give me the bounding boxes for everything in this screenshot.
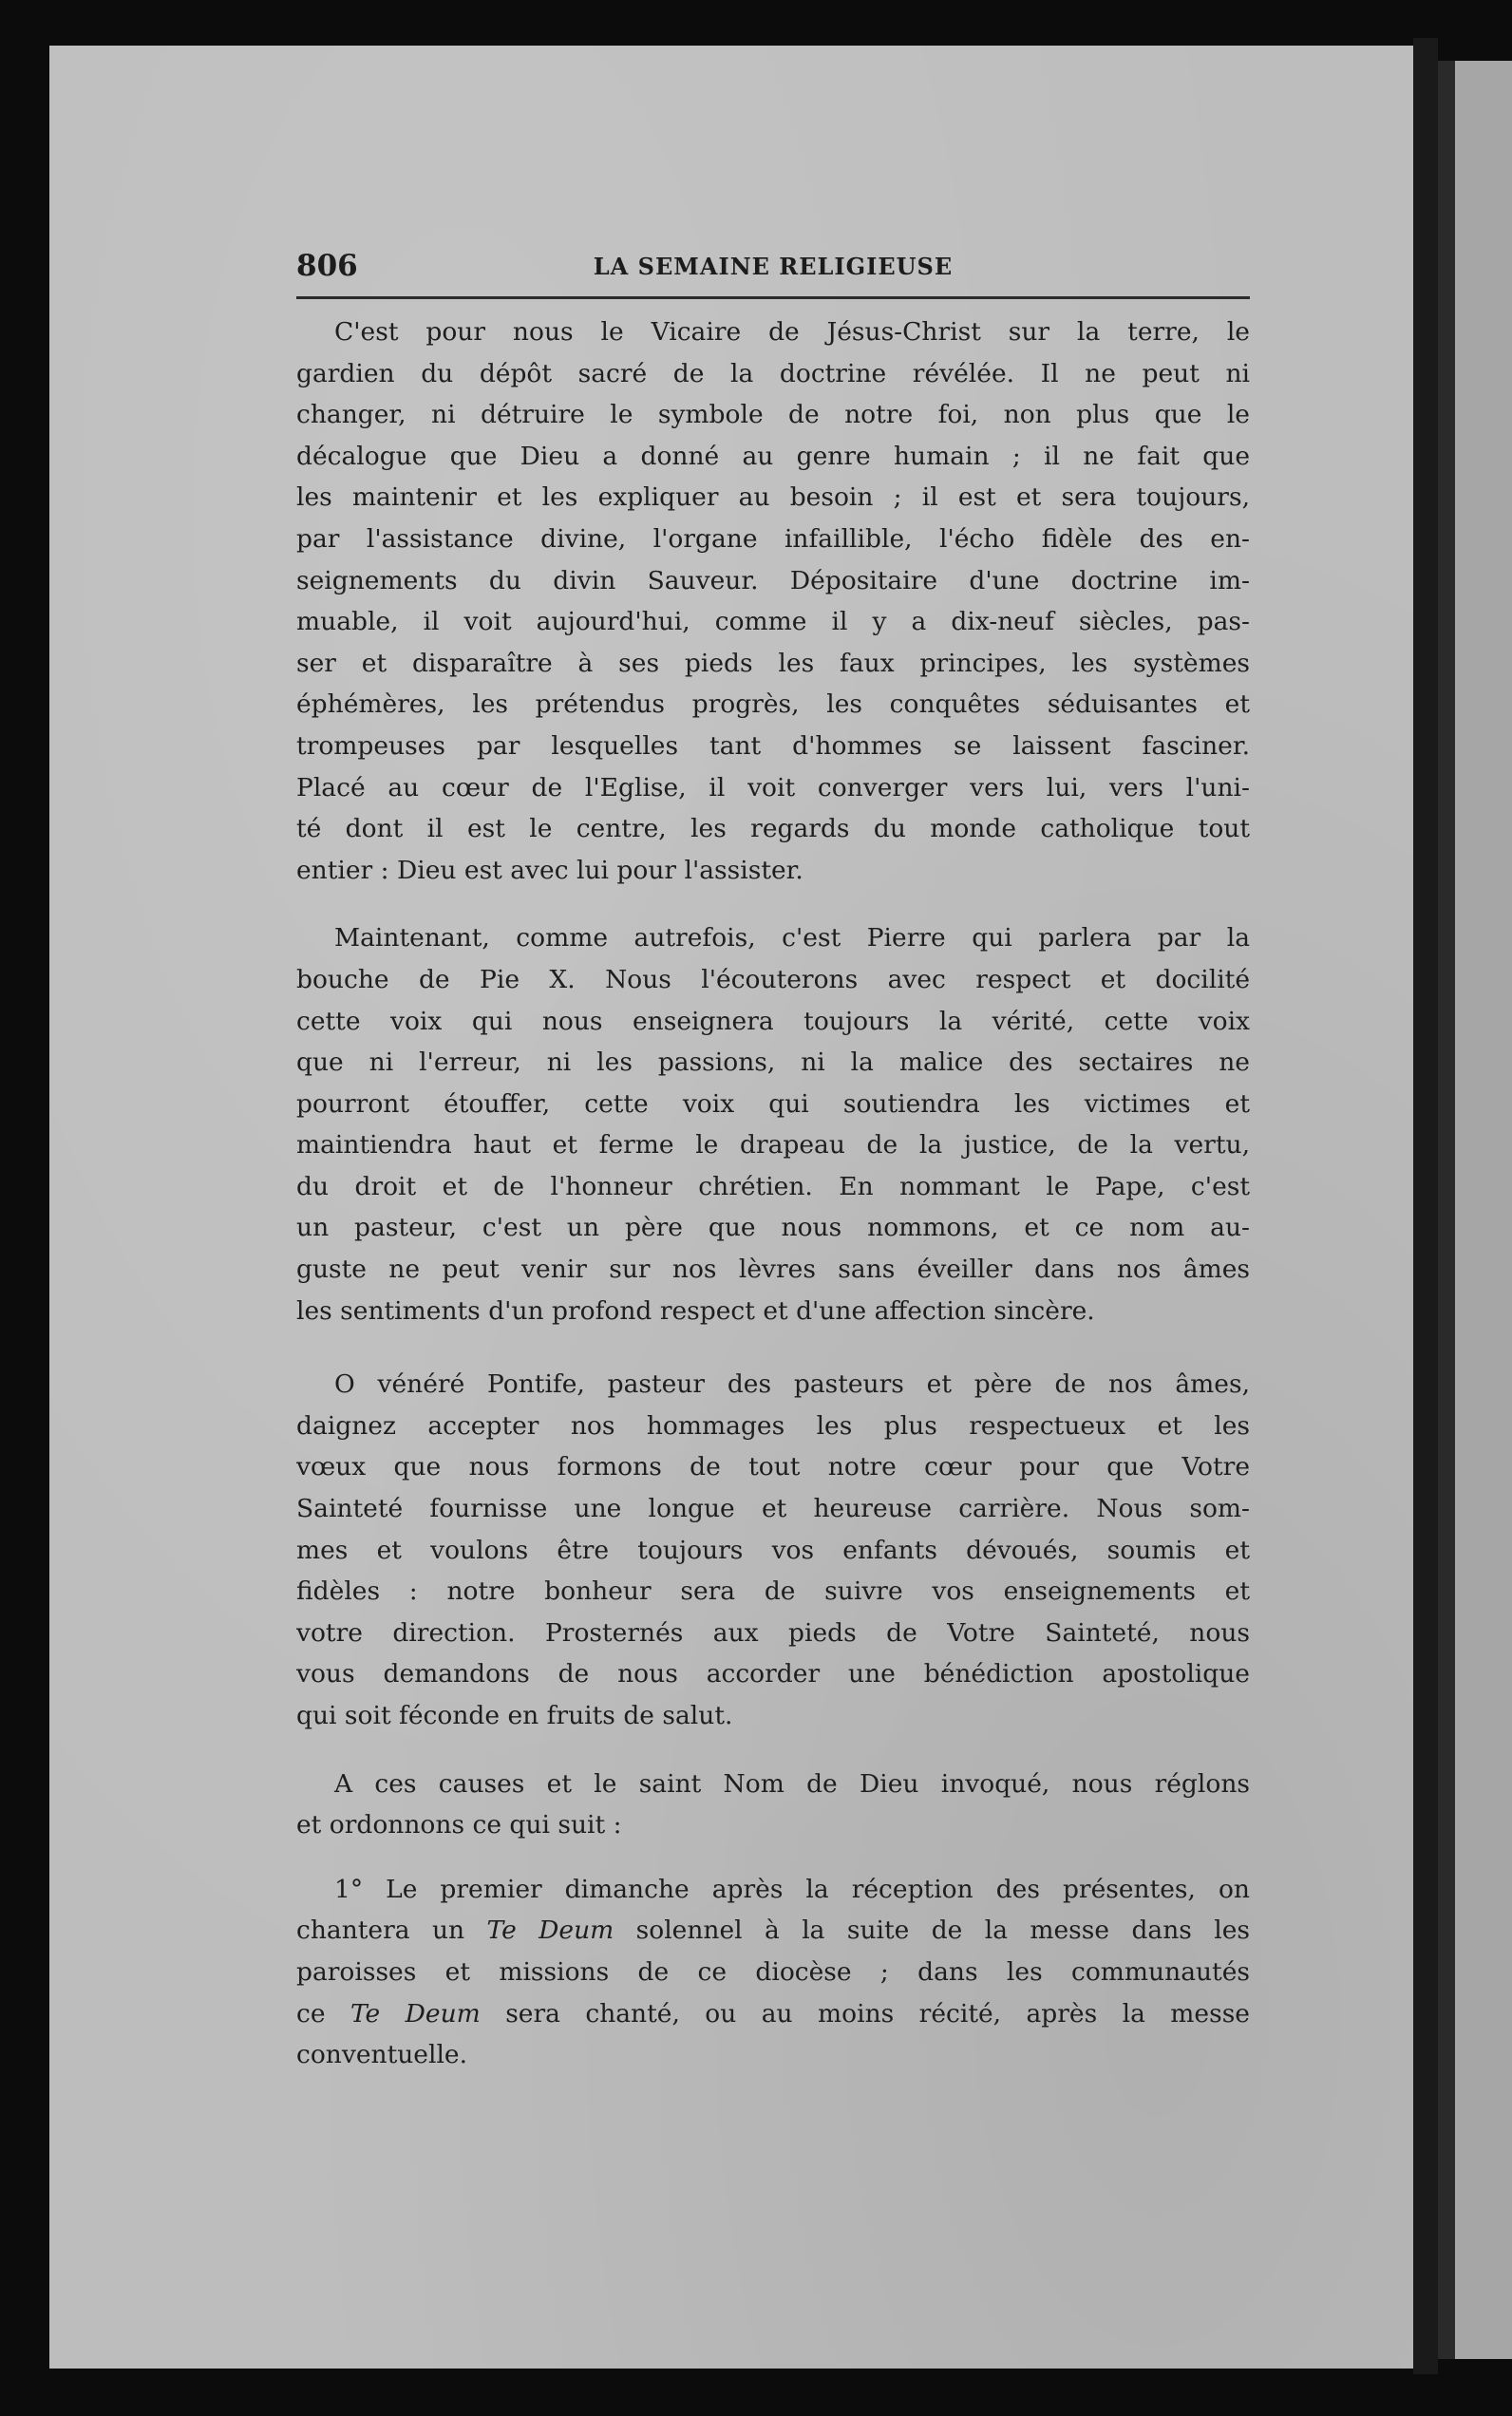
text-line: Sainteté fournisse une longue et heureuse carrière. Nous som- <box>296 1494 1250 1524</box>
page-header <box>296 249 1250 299</box>
text-line: paroisses et missions de ce diocèse ; dans les communautés <box>296 1956 1250 1987</box>
paragraph-2 <box>296 917 1250 1331</box>
text-line: un pasteur, c'est un père que nous nommons, et ce nom au- <box>296 1213 1250 1243</box>
paragraph-4 <box>296 1764 1250 1846</box>
article-body <box>296 311 1250 2076</box>
running-head: LA SEMAINE RELIGIEUSE <box>593 253 954 280</box>
adjacent-page-shadow <box>1438 61 1455 2359</box>
text-line: que ni l'erreur, ni les passions, ni la malice des sectaires ne <box>296 1048 1250 1078</box>
text-line: et ordonnons ce qui suit : <box>296 1810 622 1840</box>
text-line: seignements du divin Sauveur. Dépositaire d'une doctrine im- <box>296 565 1250 595</box>
text-line: bouche de Pie X. Nous l'écouterons avec respect et docilité <box>296 964 1250 994</box>
text-line: A ces causes et le saint Nom de Dieu invoqué, nous réglons <box>334 1768 1250 1799</box>
text-line: 1° Le premier dimanche après la réception des présentes, on <box>334 1874 1250 1904</box>
text-line: muable, il voit aujourd'hui, comme il y a dix-neuf siècles, pas- <box>296 607 1250 637</box>
text-line: cette voix qui nous enseignera toujours la vérité, cette voix <box>296 1006 1250 1036</box>
text-line: décalogue que Dieu a donné au genre humain ; il ne fait que <box>296 441 1250 471</box>
text-line: éphémères, les prétendus progrès, les conquêtes séduisantes et <box>296 689 1250 720</box>
text-line: conventuelle. <box>296 2040 468 2070</box>
text-line: du droit et de l'honneur chrétien. En nommant le Pape, c'est <box>296 1171 1250 1201</box>
text-line: les sentiments d'un profond respect et d'une affection sincère. <box>296 1295 1095 1326</box>
text-line: guste ne peut venir sur nos lèvres sans éveiller dans nos âmes <box>296 1255 1250 1285</box>
text-line: changer, ni détruire le symbole de notre foi, non plus que le <box>296 400 1250 430</box>
text-line: O vénéré Pontife, pasteur des pasteurs et père de nos âmes, <box>334 1369 1250 1400</box>
paragraph-3 <box>296 1364 1250 1736</box>
text-line: chantera un Te Deum solennel à la suite de la messe dans les <box>296 1916 1250 1946</box>
text-line: votre direction. Prosternés aux pieds de Votre Sainteté, nous <box>296 1617 1250 1648</box>
text-line: pourront étouffer, cette voix qui soutiendra les victimes et <box>296 1088 1250 1119</box>
text-line: les maintenir et les expliquer au besoin ; il est et sera toujours, <box>296 482 1250 513</box>
paragraph-5 <box>296 1869 1250 2076</box>
text-line: ser et disparaître à ses pieds les faux principes, les systèmes <box>296 648 1250 678</box>
text-line: vœux que nous formons de tout notre cœur pour que Votre <box>296 1452 1250 1482</box>
text-line: qui soit féconde en fruits de salut. <box>296 1701 733 1730</box>
text-line: gardien du dépôt sacré de la doctrine révélée. Il ne peut ni <box>296 358 1250 388</box>
text-line: daignez accepter nos hommages les plus respectueux et les <box>296 1410 1250 1441</box>
text-line: vous demandons de nous accorder une bénédiction apostolique <box>296 1659 1250 1689</box>
text-line: trompeuses par lesquelles tant d'hommes se laissent fasciner. <box>296 730 1250 761</box>
text-line: C'est pour nous le Vicaire de Jésus-Christ sur la terre, le <box>334 317 1250 347</box>
paragraph-1 <box>296 311 1250 891</box>
page-number: 806 <box>296 249 358 283</box>
text-line: mes et voulons être toujours vos enfants dévoués, soumis et <box>296 1535 1250 1565</box>
text-line: entier : Dieu est avec lui pour l'assister. <box>296 855 803 885</box>
text-line: fidèles : notre bonheur sera de suivre vos enseignements et <box>296 1576 1250 1607</box>
text-line: par l'assistance divine, l'organe infaillible, l'écho fidèle des en- <box>296 523 1250 554</box>
text-line: Placé au cœur de l'Eglise, il voit converger vers lui, vers l'uni- <box>296 772 1250 802</box>
text-line: té dont il est le centre, les regards du monde catholique tout <box>296 814 1250 844</box>
text-line: Maintenant, comme autrefois, c'est Pierre qui parlera par la <box>334 923 1250 953</box>
text-line: ce Te Deum sera chanté, ou au moins récité, après la messe <box>296 1998 1250 2029</box>
text-line: maintiendra haut et ferme le drapeau de la justice, de la vertu, <box>296 1130 1250 1161</box>
page-gutter <box>1413 38 1438 2374</box>
